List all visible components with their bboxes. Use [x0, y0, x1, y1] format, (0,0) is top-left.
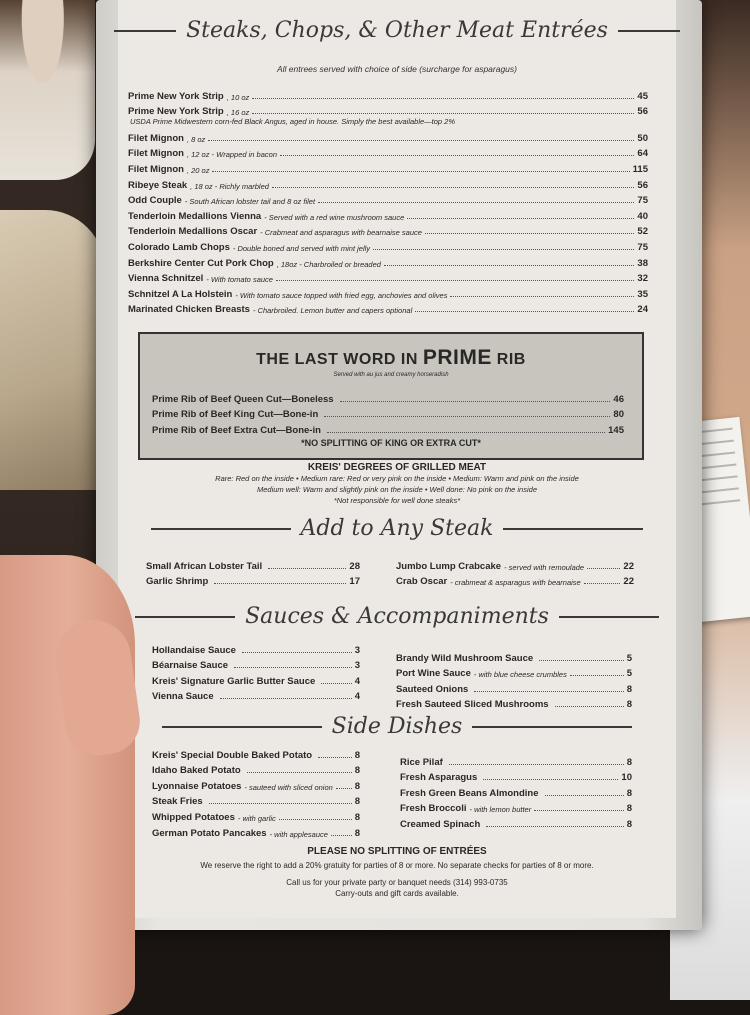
- menu-item-price: 52: [637, 226, 648, 238]
- menu-item-description: , 16 oz: [226, 108, 250, 118]
- menu-item-row: [146, 572, 360, 588]
- menu-item-row: [152, 807, 360, 823]
- menu-item-price: 8: [354, 765, 360, 777]
- menu-item-description: - With tomato sauce topped with fried egg, anchovies and olives: [235, 290, 448, 300]
- menu-item-description: - served with remoulade: [504, 562, 585, 572]
- dot-leader: [321, 683, 351, 684]
- meat-item-list: [128, 86, 648, 315]
- gratuity-notice: We reserve the right to add a 20% gratuity for parties of 8 or more. No separate checks for parties of 8 or more.: [200, 861, 594, 870]
- menu-item-description: - Double boned and served with mint jelly: [232, 243, 371, 253]
- dot-leader: [474, 691, 623, 692]
- menu-item-description: , 8 oz: [186, 134, 206, 144]
- menu-item-description: - Crabmeat and asparagus with bearnaise sauce: [260, 228, 422, 238]
- menu-item-name: Tenderloin Medallions Oscar: [128, 226, 258, 238]
- dot-leader: [425, 233, 634, 234]
- menu-item-name: Port Wine Sauce: [396, 668, 471, 680]
- degrees-line: Rare: Red on the inside • Medium rare: Red or very pink on the inside • Medium: Warm and pink on the inside: [215, 474, 579, 483]
- menu-item-row: [152, 405, 624, 421]
- addons-section-header: [118, 516, 676, 541]
- dot-leader: [587, 568, 620, 569]
- header-rule: [151, 528, 291, 530]
- menu-item-description: - sauteed with sliced onion: [244, 782, 333, 792]
- menu-item-row: [128, 300, 648, 316]
- menu-item-price: 8: [626, 818, 632, 830]
- menu-item-price: 24: [637, 304, 648, 316]
- dot-leader: [272, 187, 634, 188]
- menu-item-row: [128, 191, 648, 207]
- menu-item-name: Berkshire Center Cut Pork Chop: [128, 257, 274, 269]
- menu-item-row: [396, 695, 632, 711]
- menu-item-price: 8: [354, 827, 360, 839]
- menu-item-name: Fresh Sauteed Sliced Mushrooms: [396, 699, 549, 711]
- header-rule: [114, 30, 176, 32]
- menu-item-row: [128, 128, 648, 144]
- dot-leader: [268, 568, 346, 569]
- menu-item-row: [128, 144, 648, 160]
- dot-leader: [327, 432, 605, 433]
- menu-item-price: 75: [637, 241, 648, 253]
- menu-item-row: [152, 640, 360, 656]
- sauces-section-header: [118, 604, 676, 629]
- menu-item-price: 8: [354, 796, 360, 808]
- addons-right-list: [396, 556, 634, 587]
- menu-item-name: Brandy Wild Mushroom Sauce: [396, 652, 534, 664]
- private-party-notice: Call us for your private party or banquet needs (314) 993-0735: [286, 878, 508, 887]
- menu-item-row: [400, 799, 632, 815]
- dot-leader: [242, 652, 352, 653]
- menu-item-price: 4: [354, 691, 360, 703]
- menu-item-description: - South African lobster tail and 8 oz filet: [184, 197, 316, 207]
- menu-item-row: [396, 556, 634, 572]
- dot-leader: [570, 675, 624, 676]
- menu-item-name: Fresh Broccoli: [400, 803, 467, 815]
- menu-item-name: Small African Lobster Tail: [146, 560, 263, 572]
- header-rule: [559, 616, 659, 618]
- dot-leader: [450, 296, 634, 297]
- menu-item-row: [152, 823, 360, 839]
- carryout-notice: Carry-outs and gift cards available.: [335, 889, 459, 898]
- strip-steak-note: USDA Prime Midwestern corn-fed Black Angus, aged in house. Simply the best available—top 2%: [130, 117, 456, 127]
- degrees-line: Medium well: Warm and slightly pink on the inside • Well done: No pink on the inside: [257, 485, 537, 494]
- dot-leader: [555, 706, 624, 707]
- menu-item-price: 8: [626, 683, 632, 695]
- menu-item-row: [396, 664, 632, 680]
- dot-leader: [208, 140, 634, 141]
- menu-item-row: [152, 389, 624, 405]
- menu-item-price: 8: [626, 756, 632, 768]
- menu-item-row: [128, 102, 648, 118]
- menu-item-price: 3: [354, 660, 360, 672]
- prime-rib-box: [138, 332, 644, 460]
- menu-item-name: Filet Mignon: [128, 163, 184, 175]
- menu-item-name: Prime Rib of Beef Extra Cut—Bone-in: [152, 424, 321, 436]
- menu-item-name: Prime New York Strip: [128, 106, 224, 118]
- dot-leader: [539, 660, 624, 661]
- menu-item-name: Fresh Asparagus: [400, 772, 478, 784]
- dot-leader: [220, 698, 352, 699]
- menu-item-row: [400, 814, 632, 830]
- menu-item-description: - with lemon butter: [469, 805, 532, 815]
- addons-left-list: [146, 556, 360, 587]
- dot-leader: [336, 788, 352, 789]
- prime-rib-list: [152, 389, 624, 436]
- menu-item-price: 22: [623, 560, 634, 572]
- menu-item-name: Schnitzel A La Holstein: [128, 288, 233, 300]
- menu-item-price: 8: [354, 780, 360, 792]
- menu-item-row: [128, 269, 648, 285]
- menu-page: [118, 0, 676, 918]
- menu-item-price: 10: [621, 772, 632, 784]
- meat-section-title: Steaks, Chops, & Other Meat Entrées: [186, 18, 608, 43]
- menu-item-row: [396, 648, 632, 664]
- menu-item-price: 3: [354, 644, 360, 656]
- menu-item-row: [146, 556, 360, 572]
- menu-item-price: 22: [623, 576, 634, 588]
- no-splitting-notice: PLEASE NO SPLITTING OF ENTRÉES: [307, 846, 487, 857]
- dot-leader: [373, 249, 634, 250]
- menu-item-price: 115: [632, 163, 648, 175]
- menu-item-name: Steak Fries: [152, 796, 203, 808]
- menu-item-row: [128, 222, 648, 238]
- menu-item-name: Prime New York Strip: [128, 90, 224, 102]
- prime-title-part: THE LAST WORD IN: [256, 351, 423, 368]
- menu-item-name: Prime Rib of Beef King Cut—Bone-in: [152, 409, 319, 421]
- menu-item-row: [128, 284, 648, 300]
- menu-item-description: - Served with a red wine mushroom sauce: [264, 212, 405, 222]
- header-rule: [472, 726, 632, 728]
- menu-item-price: 56: [637, 179, 648, 191]
- menu-item-price: 80: [613, 409, 624, 421]
- menu-item-name: Vienna Schnitzel: [128, 273, 204, 285]
- menu-item-row: [152, 687, 360, 703]
- menu-item-description: , 18oz - Charbroiled or breaded: [276, 259, 381, 269]
- menu-item-row: [396, 679, 632, 695]
- menu-item-row: [128, 206, 648, 222]
- prime-rib-subtitle: Served with au jus and creamy horseradish: [333, 372, 449, 378]
- menu-item-name: Fresh Green Beans Almondine: [400, 787, 539, 799]
- menu-item-price: 75: [637, 195, 648, 207]
- header-rule: [618, 30, 680, 32]
- prime-title-bold: PRIME: [422, 346, 492, 369]
- prime-rib-title: [140, 346, 642, 370]
- sides-section-title: Side Dishes: [331, 714, 463, 739]
- dot-leader: [318, 757, 352, 758]
- menu-item-name: Vienna Sauce: [152, 691, 214, 703]
- dot-leader: [252, 98, 634, 99]
- menu-item-description: , 18 oz - Richly marbled: [190, 181, 269, 191]
- menu-item-row: [400, 768, 632, 784]
- header-rule: [135, 616, 235, 618]
- sides-section-header: [118, 714, 676, 739]
- menu-item-price: 8: [354, 749, 360, 761]
- degrees-section: [118, 462, 676, 506]
- menu-item-description: - with applesauce: [269, 829, 328, 839]
- menu-item-row: [152, 776, 360, 792]
- dot-leader: [483, 779, 618, 780]
- meat-section-note: All entrees served with choice of side (surcharge for asparagus): [276, 64, 517, 74]
- menu-item-price: 46: [613, 393, 624, 405]
- menu-item-name: Filet Mignon: [128, 148, 184, 160]
- sauces-right-list: [396, 648, 632, 710]
- menu-item-price: 8: [626, 803, 632, 815]
- menu-item-name: Whipped Potatoes: [152, 811, 235, 823]
- menu-item-name: Idaho Baked Potato: [152, 765, 241, 777]
- dot-leader: [209, 803, 352, 804]
- menu-item-price: 28: [349, 560, 360, 572]
- menu-item-name: Creamed Spinach: [400, 818, 481, 830]
- prime-title-part: RIB: [491, 351, 526, 368]
- menu-item-name: Kreis' Special Double Baked Potato: [152, 749, 313, 761]
- menu-item-description: - crabmeat & asparagus with bearnaise: [450, 578, 581, 588]
- dot-leader: [279, 819, 352, 820]
- sauces-left-list: [152, 640, 360, 702]
- menu-item-name: Crab Oscar: [396, 576, 448, 588]
- background-person-shirt: [0, 210, 105, 490]
- menu-item-name: Béarnaise Sauce: [152, 660, 229, 672]
- sauces-section-title: Sauces & Accompaniments: [245, 604, 549, 629]
- menu-item-price: 32: [637, 273, 648, 285]
- menu-item-row: [152, 656, 360, 672]
- dot-leader: [324, 416, 610, 417]
- prime-rib-note: *NO SPLITTING OF KING OR EXTRA CUT*: [301, 438, 481, 448]
- dot-leader: [415, 311, 634, 312]
- menu-item-name: Rice Pilaf: [400, 756, 443, 768]
- dot-leader: [384, 265, 634, 266]
- menu-item-name: Tenderloin Medallions Vienna: [128, 210, 262, 222]
- hand: [0, 555, 135, 1015]
- menu-item-price: 5: [626, 652, 632, 664]
- dot-leader: [331, 835, 352, 836]
- menu-item-row: [128, 237, 648, 253]
- menu-item-price: 35: [637, 288, 648, 300]
- menu-item-row: [400, 783, 632, 799]
- dot-leader: [276, 280, 634, 281]
- menu-item-row: [152, 420, 624, 436]
- menu-item-name: Kreis' Signature Garlic Butter Sauce: [152, 675, 316, 687]
- header-rule: [503, 528, 643, 530]
- degrees-line: *Not responsible for well done steaks*: [333, 496, 461, 505]
- menu-item-name: Filet Mignon: [128, 132, 184, 144]
- menu-item-row: [152, 761, 360, 777]
- menu-item-description: , 12 oz - Wrapped in bacon: [186, 150, 277, 160]
- header-rule: [162, 726, 322, 728]
- menu-item-row: [152, 792, 360, 808]
- menu-item-price: 4: [354, 675, 360, 687]
- dot-leader: [252, 113, 634, 114]
- menu-item-price: 145: [608, 424, 624, 436]
- menu-item-row: [128, 86, 648, 102]
- dot-leader: [534, 810, 623, 811]
- dot-leader: [584, 583, 621, 584]
- dot-leader: [449, 764, 624, 765]
- menu-item-name: Lyonnaise Potatoes: [152, 780, 242, 792]
- menu-item-price: 64: [637, 148, 648, 160]
- menu-item-row: [128, 159, 648, 175]
- menu-item-name: Prime Rib of Beef Queen Cut—Boneless: [152, 393, 334, 405]
- menu-item-description: , 20 oz: [186, 165, 210, 175]
- menu-item-price: 50: [637, 132, 648, 144]
- sides-right-list: [400, 752, 632, 830]
- dot-leader: [214, 583, 346, 584]
- menu-item-description: - Charbroiled. Lemon butter and capers optional: [252, 306, 413, 316]
- menu-item-price: 38: [637, 257, 648, 269]
- menu-item-name: Marinated Chicken Breasts: [128, 304, 250, 316]
- menu-item-name: Odd Couple: [128, 195, 182, 207]
- menu-item-name: German Potato Pancakes: [152, 827, 267, 839]
- dot-leader: [340, 401, 611, 402]
- menu-item-price: 8: [626, 699, 632, 711]
- menu-item-row: [396, 572, 634, 588]
- menu-item-row: [152, 671, 360, 687]
- dot-leader: [318, 202, 634, 203]
- menu-item-description: - With tomato sauce: [206, 275, 273, 285]
- dot-leader: [247, 772, 352, 773]
- menu-item-name: Sauteed Onions: [396, 683, 469, 695]
- dot-leader: [486, 826, 623, 827]
- menu-item-description: - with blue cheese crumbles: [473, 670, 567, 680]
- menu-item-row: [400, 752, 632, 768]
- meat-section-header: [118, 18, 676, 43]
- menu-item-name: Colorado Lamb Chops: [128, 241, 230, 253]
- menu-item-name: Hollandaise Sauce: [152, 644, 236, 656]
- menu-footer: [118, 846, 676, 899]
- menu-item-row: [128, 175, 648, 191]
- menu-item-description: , 10 oz: [226, 92, 250, 102]
- addons-section-title: Add to Any Steak: [300, 516, 494, 541]
- dot-leader: [545, 795, 624, 796]
- menu-item-price: 5: [626, 668, 632, 680]
- dot-leader: [212, 171, 629, 172]
- menu-item-price: 8: [354, 811, 360, 823]
- dot-leader: [407, 218, 634, 219]
- menu-item-description: - with garlic: [237, 813, 276, 823]
- menu-item-price: 8: [626, 787, 632, 799]
- menu-item-price: 40: [637, 210, 648, 222]
- menu-item-row: [152, 745, 360, 761]
- menu-item-name: Ribeye Steak: [128, 179, 188, 191]
- sides-left-list: [152, 745, 360, 839]
- degrees-title: KREIS' DEGREES OF GRILLED MEAT: [307, 462, 487, 473]
- background-person: [0, 0, 95, 180]
- menu-item-price: 45: [637, 90, 648, 102]
- dot-leader: [234, 667, 352, 668]
- menu-item-price: 17: [349, 576, 360, 588]
- menu-item-name: Jumbo Lump Crabcake: [396, 560, 502, 572]
- menu-item-name: Garlic Shrimp: [146, 576, 209, 588]
- menu-item-price: 56: [637, 106, 648, 118]
- menu-item-row: [128, 253, 648, 269]
- dot-leader: [280, 155, 634, 156]
